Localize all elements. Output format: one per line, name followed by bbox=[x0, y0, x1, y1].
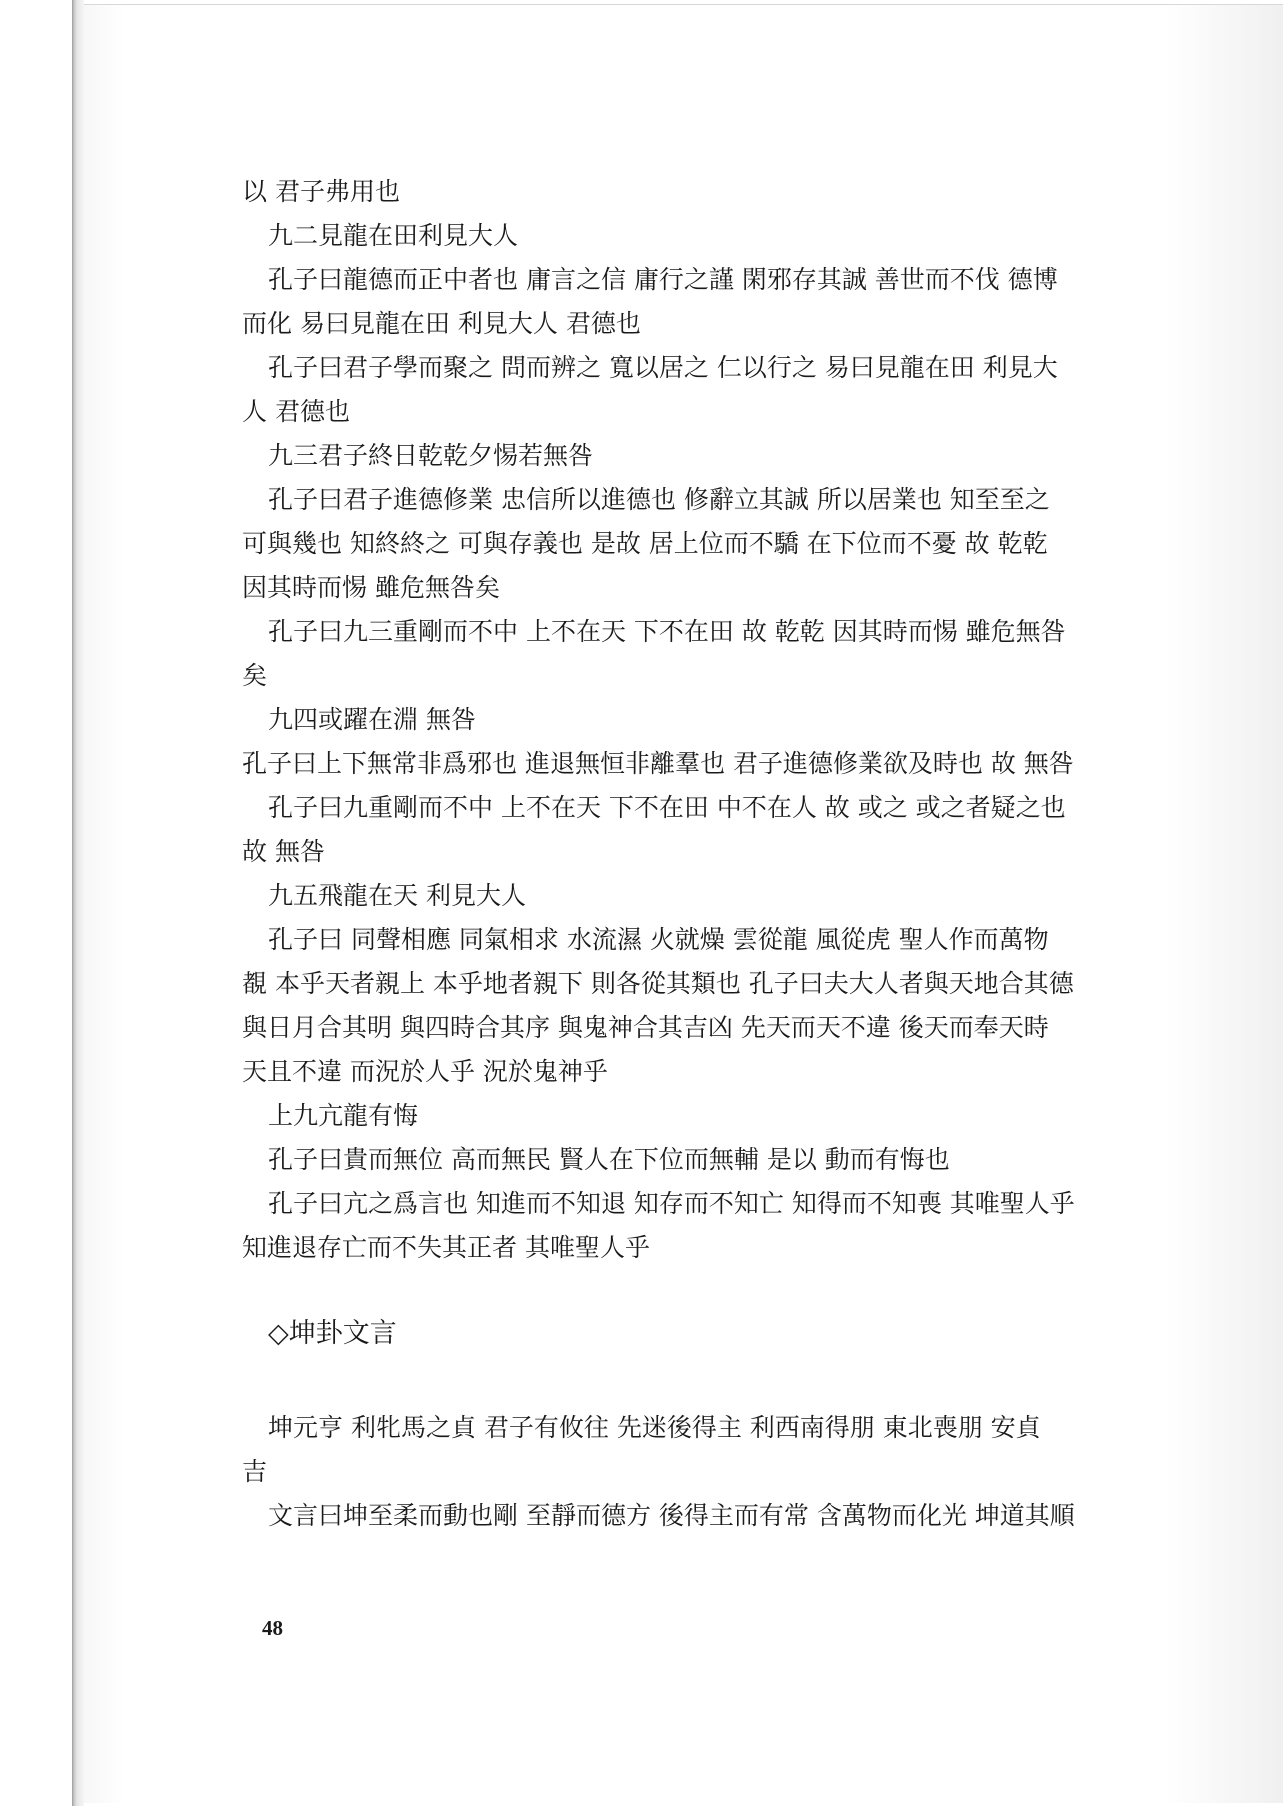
text-line: 孔子曰 同聲相應 同氣相求 水流濕 火就燥 雲從龍 風從虎 聖人作而萬物 bbox=[268, 925, 1049, 954]
text-line: 孔子曰君子進德修業 忠信所以進德也 修辭立其誠 所以居業也 知至至之 bbox=[268, 485, 1050, 514]
text-line: 孔子曰龍德而正中者也 庸言之信 庸行之謹 閑邪存其誠 善世而不伐 德博 bbox=[268, 265, 1058, 294]
book-spine-edge bbox=[72, 0, 84, 1806]
text-line: 覩 本乎天者親上 本乎地者親下 則各從其類也 孔子曰夫大人者與天地合其德 bbox=[242, 969, 1074, 998]
text-line: 上九亢龍有悔 bbox=[268, 1101, 419, 1130]
page-number: 48 bbox=[262, 1616, 283, 1640]
text-line: 因其時而惕 雖危無咎矣 bbox=[242, 573, 500, 602]
text-line: 文言曰坤至柔而動也剛 至靜而德方 後得主而有常 含萬物而化光 坤道其順 bbox=[268, 1501, 1075, 1530]
text-line: 孔子曰君子學而聚之 問而辨之 寬以居之 仁以行之 易曰見龍在田 利見大 bbox=[268, 353, 1058, 382]
text-line: 天且不違 而況於人乎 況於鬼神乎 bbox=[242, 1057, 608, 1086]
text-line: 人 君德也 bbox=[242, 397, 350, 426]
text-line: 孔子曰上下無常非爲邪也 進退無恒非離羣也 君子進德修業欲及時也 故 無咎 bbox=[242, 749, 1074, 778]
text-line: 可與幾也 知終終之 可與存義也 是故 居上位而不驕 在下位而不憂 故 乾乾 bbox=[242, 529, 1048, 558]
text-line: 孔子曰九重剛而不中 上不在天 下不在田 中不在人 故 或之 或之者疑之也 bbox=[268, 793, 1066, 822]
text-line: 以 君子弗用也 bbox=[242, 177, 400, 206]
text-line: 孔子曰亢之爲言也 知進而不知退 知存而不知亡 知得而不知喪 其唯聖人乎 bbox=[268, 1189, 1075, 1218]
text-line: 孔子曰九三重剛而不中 上不在天 下不在田 故 乾乾 因其時而惕 雖危無咎 bbox=[268, 617, 1066, 646]
text-line: 九三君子終日乾乾夕惕若無咎 bbox=[268, 441, 594, 470]
text-line: 吉 bbox=[242, 1457, 268, 1486]
text-line: 矣 bbox=[242, 661, 268, 690]
text-line: 知進退存亡而不失其正者 其唯聖人乎 bbox=[242, 1233, 650, 1262]
text-line: 坤元亨 利牝馬之貞 君子有攸往 先迷後得主 利西南得朋 東北喪朋 安貞 bbox=[268, 1413, 1041, 1442]
text-line: 九五飛龍在天 利見大人 bbox=[268, 881, 526, 910]
text-line: 故 無咎 bbox=[242, 837, 325, 866]
text-line: 九二見龍在田利見大人 bbox=[268, 221, 519, 250]
text-line: 與日月合其明 與四時合其序 與鬼神合其吉凶 先天而天不違 後天而奉天時 bbox=[242, 1013, 1049, 1042]
section-heading: ◇坤卦文言 bbox=[268, 1318, 397, 1349]
text-line: 而化 易曰見龍在田 利見大人 君德也 bbox=[242, 309, 641, 338]
text-line: 孔子曰貴而無位 高而無民 賢人在下位而無輔 是以 動而有悔也 bbox=[268, 1145, 950, 1174]
text-line: 九四或躍在淵 無咎 bbox=[268, 705, 476, 734]
